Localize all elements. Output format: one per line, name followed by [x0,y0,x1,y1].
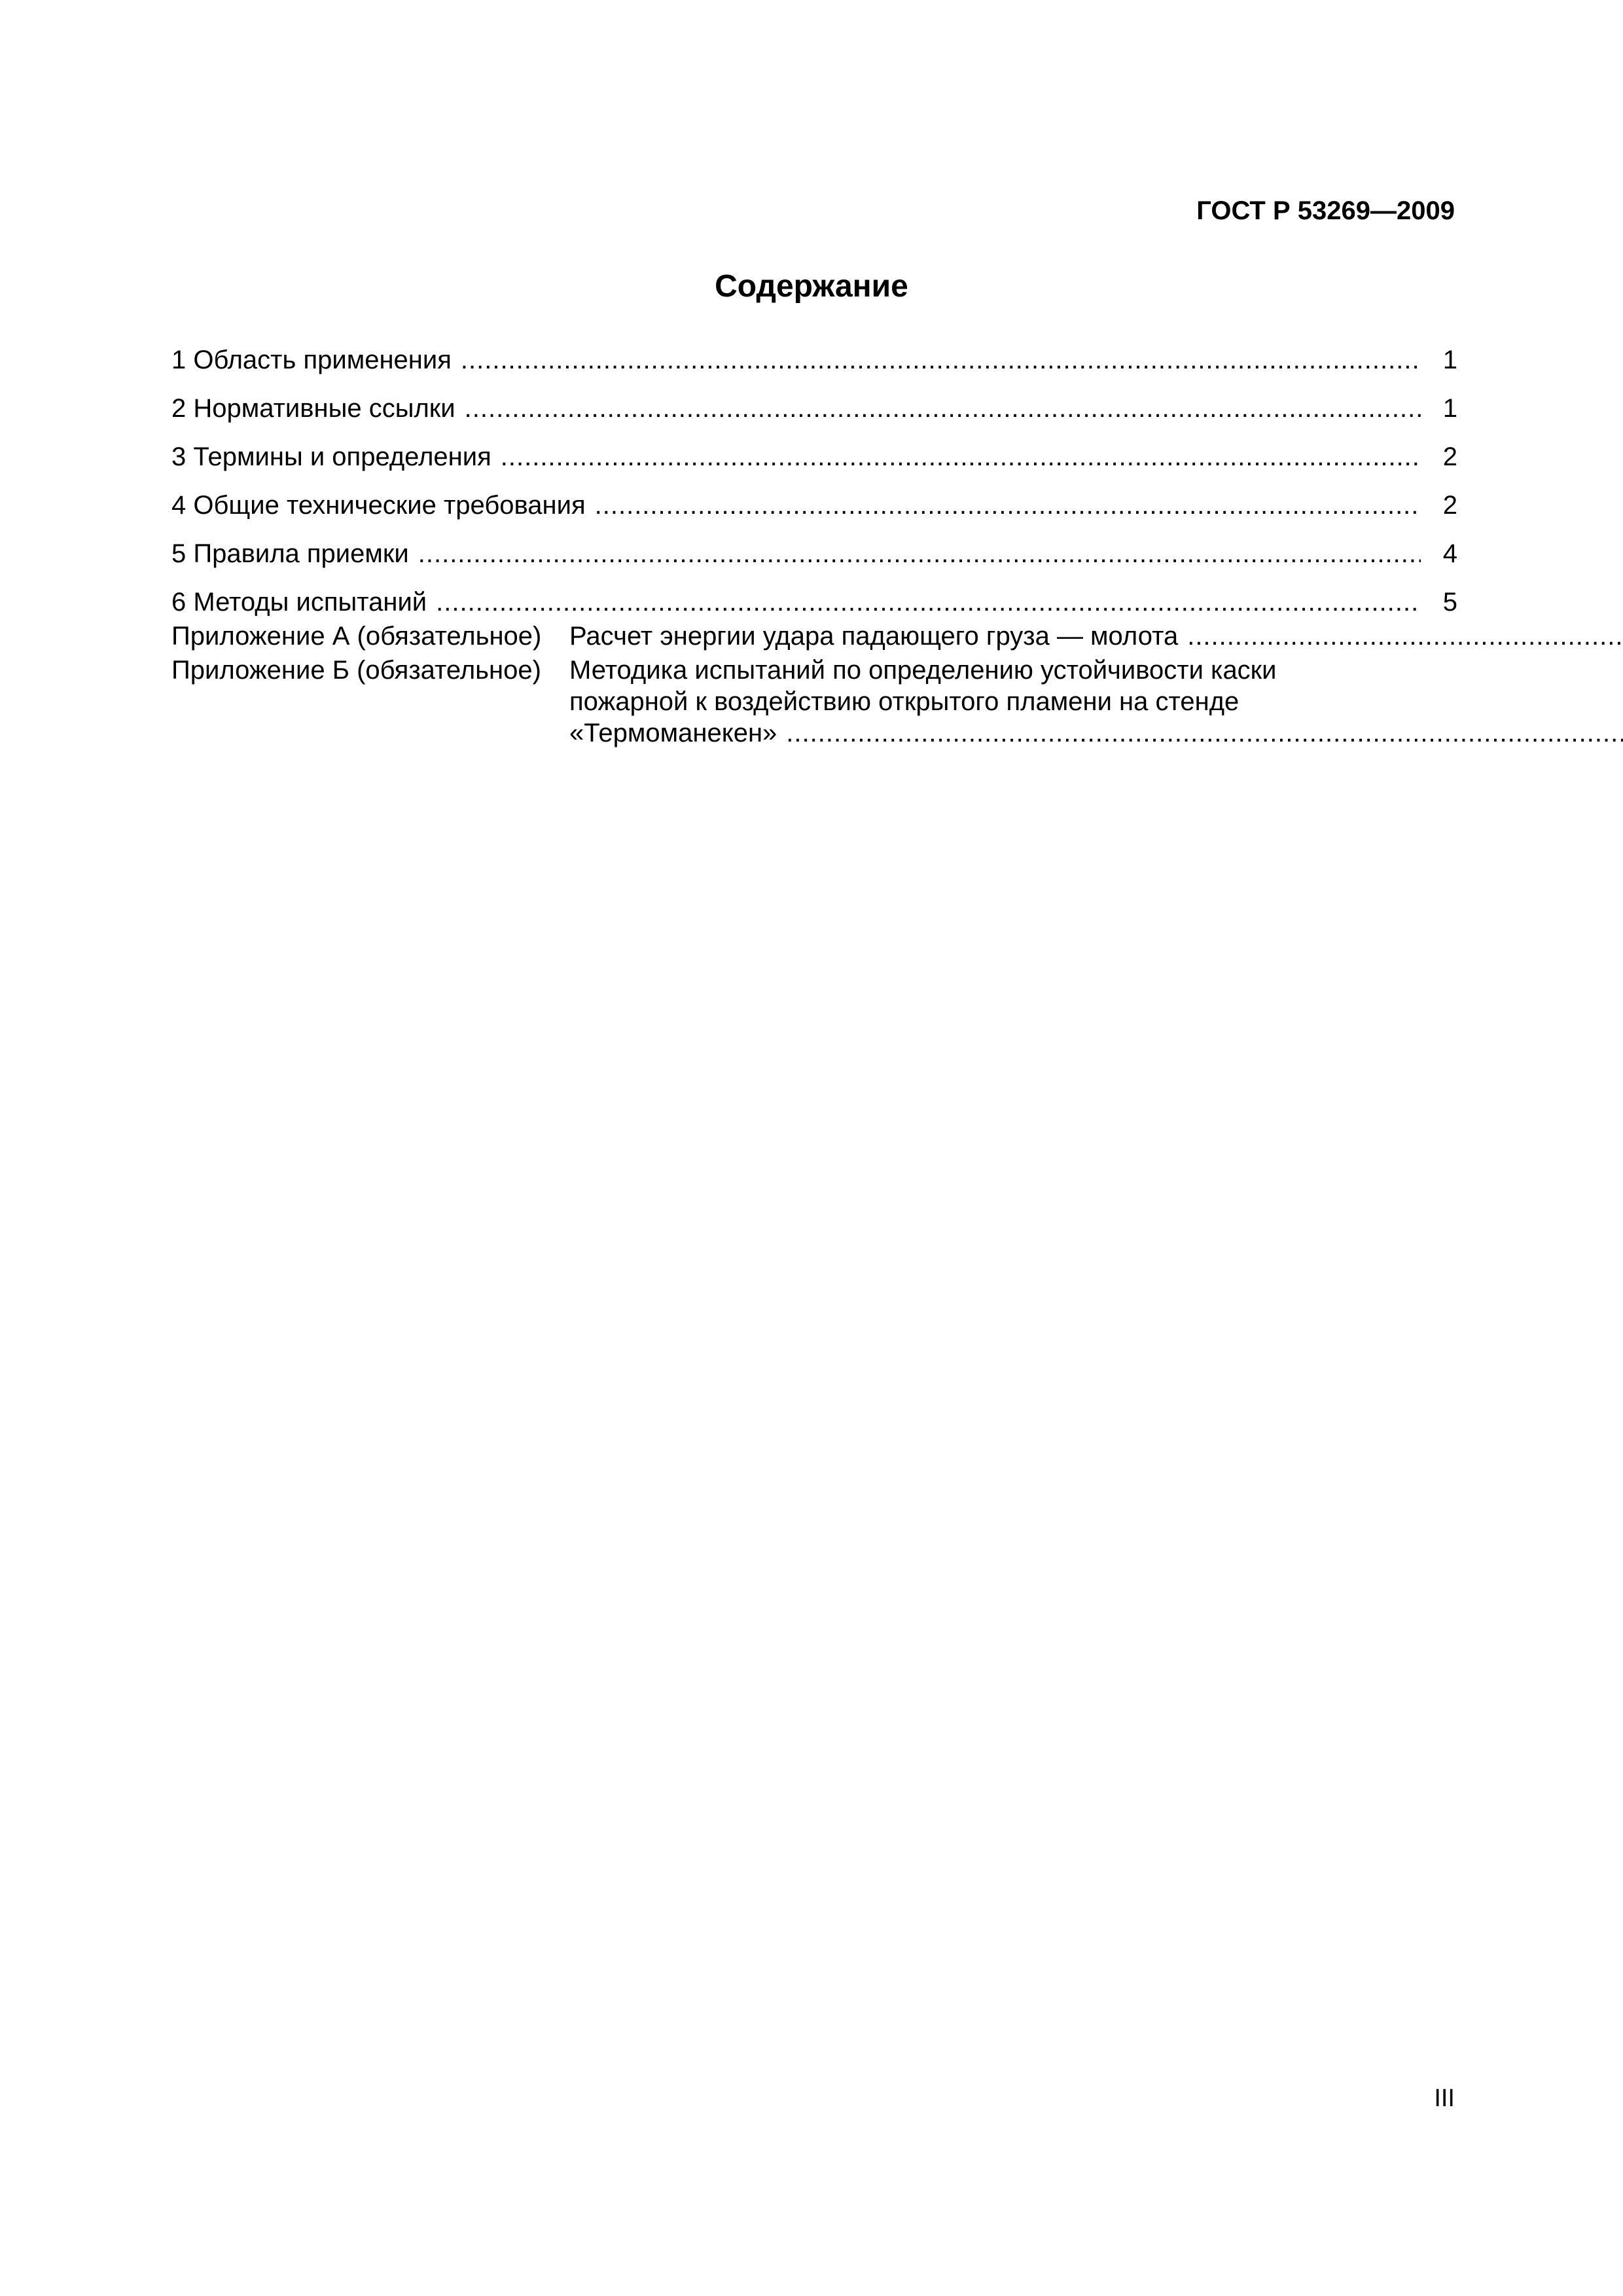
toc-title: Содержание [715,269,908,304]
toc-entry-page: 2 [1442,442,1457,471]
toc-entry-appendix-b[interactable] [171,655,1457,749]
dot-leader [461,344,1421,376]
appendix-label: Приложение А (обязательное) [171,622,542,651]
appendix-title-text: «Термоманекен» [569,719,777,747]
page-folio: III [1434,2085,1455,2112]
dot-leader [436,586,1421,618]
toc-entry-page: 1 [1442,394,1457,423]
appendix-title-line: Методика испытаний по определению устойчивости каски [569,656,1277,685]
toc-entry-page: 4 [1442,539,1457,568]
dot-leader [465,393,1421,424]
dot-leader [501,441,1421,473]
toc-entry-acceptance[interactable] [171,521,1457,569]
appendix-label: Приложение Б (обязательное) [171,656,541,685]
dot-leader [418,538,1421,569]
toc-entry-label: 4 Общие технические требования [171,491,586,520]
appendix-title-last-line [569,717,1623,749]
appendix-title-text: Расчет энергии удара падающего груза — молота [569,622,1179,651]
toc-entry-requirements[interactable] [171,473,1457,521]
toc-entry-label: 6 Методы испытаний [171,588,427,617]
appendix-title-last-line [569,620,1623,652]
dot-leader [1187,620,1623,652]
toc-entry-label: 1 Область применения [171,346,452,374]
appendix-title [569,655,1623,749]
toc-entry-scope[interactable] [171,327,1457,376]
toc-entry-label: 3 Термины и определения [171,442,491,471]
dot-leader [786,717,1623,749]
toc-entry-page: 5 [1442,588,1457,617]
toc-entry-page: 2 [1442,491,1457,520]
appendix-title [569,620,1623,652]
toc-entry-normative-references[interactable] [171,376,1457,424]
toc-entry-terms[interactable] [171,424,1457,473]
toc-entry-label: 2 Нормативные ссылки [171,394,455,423]
toc-entry-page: 1 [1442,346,1457,374]
document-number: ГОСТ Р 53269—2009 [1196,196,1455,225]
toc-entry-label: 5 Правила приемки [171,539,409,568]
dot-leader [595,490,1421,521]
table-of-contents [171,327,1457,749]
toc-entry-appendix-a[interactable] [171,620,1457,652]
appendix-title-line: пожарной к воздействию открытого пламени на стенде [569,687,1240,716]
toc-entry-test-methods[interactable] [171,569,1457,618]
